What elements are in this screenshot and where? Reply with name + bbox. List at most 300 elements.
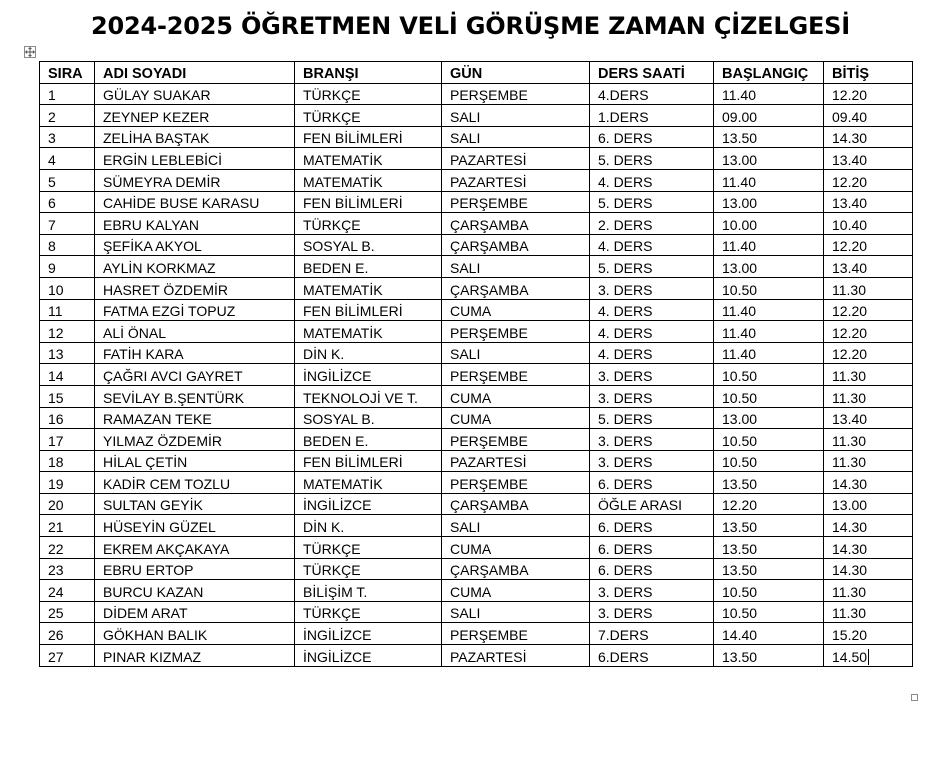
cell-text: CAHİDE BUSE KARASU xyxy=(103,195,260,212)
cell-text: PERŞEMBE xyxy=(450,324,528,341)
cell-text: PERŞEMBE xyxy=(450,627,528,644)
cell-bitis xyxy=(824,321,913,343)
cell-sira xyxy=(40,277,95,299)
cell-gun xyxy=(442,623,590,645)
cell-text: 11.30 xyxy=(832,583,866,600)
cell-bitis xyxy=(824,126,913,148)
cell-ders-saati xyxy=(590,537,714,559)
cell-gun xyxy=(442,342,590,364)
table-row xyxy=(40,601,913,623)
cell-text: İNGİLİZCE xyxy=(303,367,372,384)
cell-ders-saati xyxy=(590,321,714,343)
cell-bransi xyxy=(295,213,442,235)
cell-sira xyxy=(40,537,95,559)
cell-text: SOSYAL B. xyxy=(303,238,375,255)
cell-text: TÜRKÇE xyxy=(303,87,361,104)
cell-bransi xyxy=(295,191,442,213)
cell-text: 09.40 xyxy=(832,108,868,125)
cell-text: ZEYNEP KEZER xyxy=(103,108,210,125)
cell-text: 14.30 xyxy=(832,519,868,536)
cell-bitis xyxy=(824,277,913,299)
cell-baslangic xyxy=(714,385,824,407)
cell-adi-soyadi xyxy=(95,645,295,667)
cell-text: 3. DERS xyxy=(598,605,653,622)
cell-text: 13.00 xyxy=(832,497,868,514)
cell-text: HASRET ÖZDEMİR xyxy=(103,281,228,298)
table-row xyxy=(40,645,913,667)
table-row xyxy=(40,213,913,235)
table-row xyxy=(40,126,913,148)
cell-text: 11 xyxy=(48,303,63,320)
cell-text: 14.30 xyxy=(832,562,868,579)
table-move-handle-icon[interactable] xyxy=(24,46,36,58)
cell-adi-soyadi xyxy=(95,493,295,515)
table-row xyxy=(40,83,913,105)
cell-bitis xyxy=(824,645,913,667)
cell-ders-saati xyxy=(590,213,714,235)
cell-text: 11.30 xyxy=(832,281,866,298)
cell-text: 27 xyxy=(48,648,64,665)
cell-bitis xyxy=(824,558,913,580)
cell-ders-saati xyxy=(590,342,714,364)
cell-text: 13.40 xyxy=(832,195,868,212)
cell-sira xyxy=(40,645,95,667)
cell-text: 5. DERS xyxy=(598,411,653,428)
cell-ders-saati xyxy=(590,429,714,451)
cell-text: 3. DERS xyxy=(598,432,653,449)
cell-bransi xyxy=(295,169,442,191)
cell-bransi xyxy=(295,472,442,494)
cell-sira xyxy=(40,601,95,623)
cell-text: 11.40 xyxy=(722,303,756,320)
cell-text: 5 xyxy=(48,173,56,190)
cell-bitis xyxy=(824,234,913,256)
cell-text: 2 xyxy=(48,108,56,125)
cell-text: 14 xyxy=(48,367,64,384)
cell-baslangic xyxy=(714,645,824,667)
cell-baslangic xyxy=(714,342,824,364)
cell-baslangic xyxy=(714,83,824,105)
cell-text: 20 xyxy=(48,497,64,514)
cell-bransi xyxy=(295,277,442,299)
cell-baslangic xyxy=(714,407,824,429)
cell-text: GÜLAY SUAKAR xyxy=(103,87,211,104)
cell-bitis xyxy=(824,537,913,559)
cell-text: 6. DERS xyxy=(598,562,653,579)
cell-bransi xyxy=(295,580,442,602)
move-arrows-icon xyxy=(25,47,35,57)
cell-text: CUMA xyxy=(450,583,492,600)
table-row xyxy=(40,299,913,321)
cell-text: 4. DERS xyxy=(598,346,653,363)
cell-sira xyxy=(40,493,95,515)
cell-text: 10.50 xyxy=(722,281,758,298)
cell-text: 11.30 xyxy=(832,454,866,471)
cell-text: 13.40 xyxy=(832,411,868,428)
cell-text: 5. DERS xyxy=(598,259,653,276)
cell-text: 19 xyxy=(48,475,64,492)
table-resize-handle-icon[interactable] xyxy=(911,694,918,701)
cell-text: 8 xyxy=(48,238,56,255)
cell-text: 6. DERS xyxy=(598,519,653,536)
cell-ders-saati xyxy=(590,450,714,472)
cell-baslangic xyxy=(714,601,824,623)
cell-text: 3. DERS xyxy=(598,454,653,471)
cell-text: FEN BİLİMLERİ xyxy=(303,130,403,147)
cell-text: 6.DERS xyxy=(598,648,649,665)
cell-gun xyxy=(442,407,590,429)
cell-text: HÜSEYİN GÜZEL xyxy=(103,519,216,536)
cell-bitis xyxy=(824,450,913,472)
cell-ders-saati xyxy=(590,126,714,148)
cell-text: CUMA xyxy=(450,389,492,406)
cell-bransi xyxy=(295,515,442,537)
table-row xyxy=(40,148,913,170)
cell-text: 6 xyxy=(48,195,56,212)
cell-gun xyxy=(442,364,590,386)
cell-text: 4 xyxy=(48,151,56,168)
cell-baslangic xyxy=(714,558,824,580)
cell-text: 10.50 xyxy=(722,432,758,449)
cell-gun xyxy=(442,83,590,105)
cell-text: 11.30 xyxy=(832,432,866,449)
cell-text: EKREM AKÇAKAYA xyxy=(103,540,230,557)
cell-ders-saati xyxy=(590,385,714,407)
cell-text: 11.40 xyxy=(722,346,756,363)
cell-text: RAMAZAN TEKE xyxy=(103,411,212,428)
cell-adi-soyadi xyxy=(95,407,295,429)
cell-text: MATEMATİK xyxy=(303,151,383,168)
cell-text: PERŞEMBE xyxy=(450,367,528,384)
table-row xyxy=(40,515,913,537)
cell-text: DİDEM ARAT xyxy=(103,605,188,622)
cell-gun xyxy=(442,472,590,494)
cell-baslangic xyxy=(714,213,824,235)
cell-gun xyxy=(442,105,590,127)
cell-bitis xyxy=(824,515,913,537)
cell-text: 3. DERS xyxy=(598,389,653,406)
cell-text: 5. DERS xyxy=(598,195,653,212)
cell-text: PERŞEMBE xyxy=(450,432,528,449)
cell-bitis xyxy=(824,472,913,494)
cell-bransi xyxy=(295,321,442,343)
cell-text: 12.20 xyxy=(832,324,868,341)
table-row xyxy=(40,493,913,515)
cell-gun xyxy=(442,299,590,321)
cell-text: 1 xyxy=(48,87,56,104)
cell-bransi xyxy=(295,364,442,386)
cell-bitis xyxy=(824,601,913,623)
cell-text: 15.20 xyxy=(832,627,868,644)
cell-text: 16 xyxy=(48,411,64,428)
cell-adi-soyadi xyxy=(95,105,295,127)
cell-ders-saati xyxy=(590,234,714,256)
cell-adi-soyadi xyxy=(95,601,295,623)
cell-text: CUMA xyxy=(450,540,492,557)
cell-adi-soyadi xyxy=(95,429,295,451)
cell-text: 22 xyxy=(48,540,64,557)
cell-text: 10.50 xyxy=(722,583,758,600)
cell-text: 15 xyxy=(48,389,64,406)
cell-ders-saati xyxy=(590,299,714,321)
table-row xyxy=(40,342,913,364)
cell-adi-soyadi xyxy=(95,213,295,235)
cell-text: 10 xyxy=(48,281,64,298)
cell-bitis xyxy=(824,105,913,127)
cell-text: İNGİLİZCE xyxy=(303,648,372,665)
cell-baslangic xyxy=(714,623,824,645)
cell-text: SULTAN GEYİK xyxy=(103,497,203,514)
cell-bitis xyxy=(824,493,913,515)
cell-text: 3. DERS xyxy=(598,281,653,298)
cell-text: FEN BİLİMLERİ xyxy=(303,303,403,320)
cell-text: 14.50 xyxy=(832,648,868,665)
cell-text: 11.40 xyxy=(722,238,756,255)
cell-sira xyxy=(40,450,95,472)
cell-adi-soyadi xyxy=(95,321,295,343)
cell-ders-saati xyxy=(590,580,714,602)
cell-text: ÇARŞAMBA xyxy=(450,281,529,298)
cell-sira xyxy=(40,342,95,364)
cell-gun xyxy=(442,385,590,407)
cell-bitis xyxy=(824,623,913,645)
cell-baslangic xyxy=(714,126,824,148)
cell-ders-saati xyxy=(590,515,714,537)
cell-text: 13.00 xyxy=(722,411,758,428)
cell-text: BEDEN E. xyxy=(303,432,369,449)
cell-bransi xyxy=(295,493,442,515)
cell-text: ALİ ÖNAL xyxy=(103,324,167,341)
cell-text: 13.00 xyxy=(722,151,758,168)
cell-text: PAZARTESİ xyxy=(450,648,527,665)
cell-adi-soyadi xyxy=(95,580,295,602)
cell-text: SOSYAL B. xyxy=(303,411,375,428)
cell-baslangic xyxy=(714,148,824,170)
cell-adi-soyadi xyxy=(95,623,295,645)
cell-bitis xyxy=(824,191,913,213)
cell-text: 4. DERS xyxy=(598,238,653,255)
cell-ders-saati xyxy=(590,191,714,213)
cell-text: SALI xyxy=(450,259,481,276)
cell-text: SÜMEYRA DEMİR xyxy=(103,173,221,190)
cell-text: MATEMATİK xyxy=(303,173,383,190)
cell-baslangic xyxy=(714,364,824,386)
cell-gun xyxy=(442,213,590,235)
cell-baslangic xyxy=(714,429,824,451)
cell-text: 4. DERS xyxy=(598,303,653,320)
cell-sira xyxy=(40,385,95,407)
cell-bitis xyxy=(824,342,913,364)
table-row xyxy=(40,234,913,256)
cell-adi-soyadi xyxy=(95,83,295,105)
cell-gun xyxy=(442,493,590,515)
cell-text: 12.20 xyxy=(832,238,868,255)
schedule-table xyxy=(39,61,913,667)
cell-sira xyxy=(40,299,95,321)
cell-bitis xyxy=(824,148,913,170)
cell-text: MATEMATİK xyxy=(303,281,383,298)
cell-ders-saati xyxy=(590,83,714,105)
cell-text: EBRU KALYAN xyxy=(103,216,199,233)
cell-bitis xyxy=(824,169,913,191)
cell-text: 13 xyxy=(48,346,64,363)
table-row xyxy=(40,450,913,472)
cell-text: ERGİN LEBLEBİCİ xyxy=(103,151,223,168)
cell-text: SALI xyxy=(450,605,481,622)
cell-gun xyxy=(442,580,590,602)
cell-ders-saati xyxy=(590,105,714,127)
cell-text: 13.40 xyxy=(832,151,868,168)
cell-text: 13.50 xyxy=(722,540,758,557)
cell-text: 17 xyxy=(48,432,64,449)
cell-text: ZELİHA BAŞTAK xyxy=(103,130,210,147)
cell-gun xyxy=(442,234,590,256)
cell-text: 14.30 xyxy=(832,475,868,492)
cell-text: HİLAL ÇETİN xyxy=(103,454,188,471)
cell-text: AYLİN KORKMAZ xyxy=(103,259,216,276)
header-bitis: BİTİŞ xyxy=(824,62,913,84)
cell-text: PERŞEMBE xyxy=(450,87,528,104)
cell-sira xyxy=(40,234,95,256)
cell-gun xyxy=(442,321,590,343)
cell-adi-soyadi xyxy=(95,558,295,580)
cell-adi-soyadi xyxy=(95,277,295,299)
cell-ders-saati xyxy=(590,277,714,299)
text-cursor xyxy=(868,649,869,665)
cell-text: 10.50 xyxy=(722,389,758,406)
cell-text: BİLİŞİM T. xyxy=(303,583,368,600)
cell-text: 13.50 xyxy=(722,519,758,536)
cell-bitis xyxy=(824,299,913,321)
cell-adi-soyadi xyxy=(95,450,295,472)
cell-ders-saati xyxy=(590,407,714,429)
cell-text: CUMA xyxy=(450,411,492,428)
cell-text: 12.20 xyxy=(832,173,868,190)
cell-gun xyxy=(442,558,590,580)
cell-text: YILMAZ ÖZDEMİR xyxy=(103,432,223,449)
cell-text: 11.40 xyxy=(722,173,756,190)
cell-sira xyxy=(40,364,95,386)
cell-text: PERŞEMBE xyxy=(450,195,528,212)
cell-text: BURCU KAZAN xyxy=(103,583,204,600)
cell-text: CUMA xyxy=(450,303,492,320)
cell-baslangic xyxy=(714,493,824,515)
cell-text: BEDEN E. xyxy=(303,259,369,276)
cell-text: 5. DERS xyxy=(598,151,653,168)
cell-gun xyxy=(442,126,590,148)
cell-text: PAZARTESİ xyxy=(450,454,527,471)
cell-ders-saati xyxy=(590,364,714,386)
cell-bransi xyxy=(295,256,442,278)
cell-text: 25 xyxy=(48,605,64,622)
cell-bransi xyxy=(295,299,442,321)
cell-text: 7 xyxy=(48,216,56,233)
cell-baslangic xyxy=(714,321,824,343)
cell-text: SALI xyxy=(450,130,481,147)
cell-bransi xyxy=(295,429,442,451)
cell-text: 3. DERS xyxy=(598,367,653,384)
table-row xyxy=(40,385,913,407)
cell-baslangic xyxy=(714,169,824,191)
cell-bransi xyxy=(295,645,442,667)
document-title: 2024-2025 ÖĞRETMEN VELİ GÖRÜŞME ZAMAN ÇİZELGESİ xyxy=(91,12,850,40)
cell-text: 12.20 xyxy=(832,303,868,320)
cell-text: SALI xyxy=(450,108,481,125)
cell-text: PAZARTESİ xyxy=(450,173,527,190)
cell-text: TÜRKÇE xyxy=(303,562,361,579)
cell-text: ÇARŞAMBA xyxy=(450,216,529,233)
cell-text: 13.50 xyxy=(722,648,758,665)
cell-adi-soyadi xyxy=(95,537,295,559)
cell-sira xyxy=(40,213,95,235)
table-row xyxy=(40,277,913,299)
cell-text: 4.DERS xyxy=(598,87,649,104)
table-header-row xyxy=(40,62,913,84)
cell-text: 6. DERS xyxy=(598,130,653,147)
header-ders-saati: DERS SAATİ xyxy=(590,62,714,84)
cell-text: 18 xyxy=(48,454,64,471)
cell-ders-saati xyxy=(590,256,714,278)
cell-text: 11.30 xyxy=(832,605,866,622)
table-row xyxy=(40,191,913,213)
cell-bitis xyxy=(824,83,913,105)
cell-text: 13.00 xyxy=(722,195,758,212)
cell-text: SALI xyxy=(450,519,481,536)
cell-text: TÜRKÇE xyxy=(303,540,361,557)
cell-sira xyxy=(40,623,95,645)
cell-text: 10.50 xyxy=(722,454,758,471)
cell-text: FATİH KARA xyxy=(103,346,184,363)
cell-sira xyxy=(40,321,95,343)
cell-text: 9 xyxy=(48,259,56,276)
cell-text: 10.50 xyxy=(722,605,758,622)
cell-text: SALI xyxy=(450,346,481,363)
cell-gun xyxy=(442,515,590,537)
cell-text: ŞEFİKA AKYOL xyxy=(103,238,202,255)
cell-baslangic xyxy=(714,299,824,321)
cell-sira xyxy=(40,126,95,148)
cell-gun xyxy=(442,645,590,667)
table-row xyxy=(40,580,913,602)
cell-bransi xyxy=(295,558,442,580)
cell-gun xyxy=(442,537,590,559)
cell-sira xyxy=(40,256,95,278)
cell-baslangic xyxy=(714,256,824,278)
cell-text: 13.50 xyxy=(722,130,758,147)
cell-baslangic xyxy=(714,472,824,494)
cell-text: 12.20 xyxy=(832,346,868,363)
table-row xyxy=(40,429,913,451)
cell-text: TÜRKÇE xyxy=(303,216,361,233)
cell-bransi xyxy=(295,407,442,429)
header-baslangic: BAŞLANGIÇ xyxy=(714,62,824,84)
cell-gun xyxy=(442,429,590,451)
cell-text: 26 xyxy=(48,627,64,644)
cell-text: 10.40 xyxy=(832,216,868,233)
cell-text: TEKNOLOJİ VE T. xyxy=(303,389,418,406)
cell-text: 11.40 xyxy=(722,87,756,104)
cell-text: ÇARŞAMBA xyxy=(450,238,529,255)
cell-text: SEVİLAY B.ŞENTÜRK xyxy=(103,389,245,406)
cell-text: İNGİLİZCE xyxy=(303,627,372,644)
cell-text: İNGİLİZCE xyxy=(303,497,372,514)
cell-text: 1.DERS xyxy=(598,108,649,125)
table-row xyxy=(40,364,913,386)
cell-text: GÖKHAN BALIK xyxy=(103,627,208,644)
cell-baslangic xyxy=(714,450,824,472)
cell-text: 4. DERS xyxy=(598,173,653,190)
table-row xyxy=(40,472,913,494)
